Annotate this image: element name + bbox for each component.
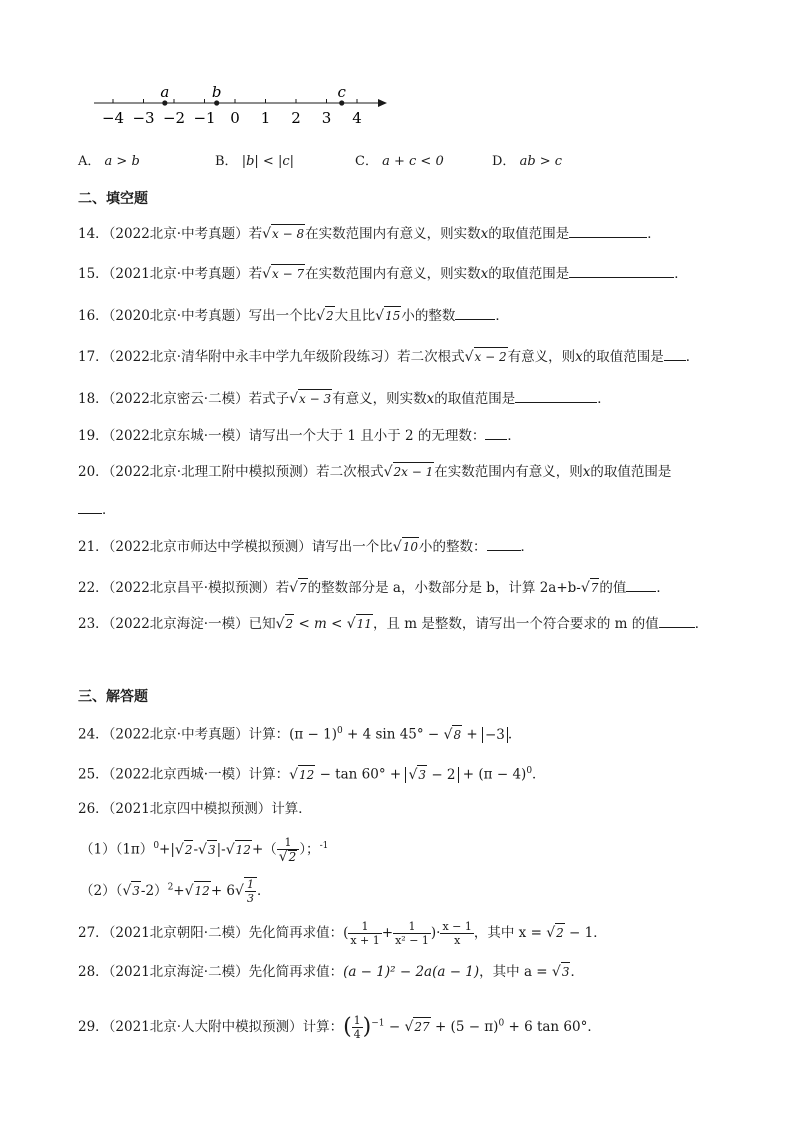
question-27: 27．（2021北京朝阳·二模）先化简再求值：( $\frac{1}{x + 1}$ + $\frac{1}{\text{x² − 1}}$ )· $\frac{x - 1}{x}$ ，其中 x = √2 − 1． [78,920,607,947]
radicand: 12 [298,765,315,784]
expression: − tan 60° + [315,766,406,783]
question-24: 24．（2022北京·中考真题）计算：$(\pi - 1)^0 + 4$ sin 45° − √8 + −3 . [78,726,513,743]
question-26-part-1: $(1)(1\pi)^0+|√2-√3|-√12+$（ $\frac{1}{√2}$ ）；$^{-1}$ [80,836,329,865]
tick-label: −4 [101,109,125,127]
question-text: 17．（2022北京·清华附中永丰中学九年级阶段练习）若二次根式 [78,349,465,365]
point-label: a [160,83,170,101]
option-text: a + c < 0 [382,154,444,169]
question-text: ，其中 x = [473,925,547,941]
question-text: 有意义，则 [507,349,576,365]
radicand: 10 [402,537,419,556]
question-20: 20．（2022北京·北理工附中模拟预测）若二次根式√2x − 1在实数范围内有意义，则x的取值范围是 [78,464,672,480]
section-title-solve: 三、解答题 [78,689,148,705]
question-22: 22．（2022北京昌平·模拟预测）若√7的整数部分是 a，小数部分是 b，计算 2a+b-√7的值 ． [78,580,670,596]
radicand: x − 7 [271,264,305,283]
option-letter: A． [78,154,101,169]
radicand: 8 [452,725,462,744]
variable: x [426,391,435,407]
radicand: 7 [298,578,308,597]
question-text: 14．（2022北京·中考真题）若 [78,226,263,242]
tick-label: −3 [132,109,155,127]
question-text: 的取值范围是 [582,349,664,365]
question-text: 大且比 [334,308,376,324]
answer-blank[interactable] [455,306,495,320]
absolute-value: √3 − 2 [405,767,458,783]
question-text: 24．（2022北京·中考真题）计算： [78,726,290,743]
answer-blank[interactable] [515,389,597,403]
fraction: $\frac{x - 1}{x}$ [442,920,472,947]
inequality: < m < [298,616,343,632]
radicand: x − 8 [271,224,305,243]
answer-blank[interactable] [664,347,686,361]
answer-blank[interactable] [485,426,507,440]
point-label: c [337,83,346,101]
question-21: 21．（2022北京市师达中学模拟预测）请写出一个比√10小的整数： ． [78,539,534,555]
expression: + 6 tan 60° [504,1019,588,1035]
question-text: 22．（2022北京昌平·模拟预测）若 [78,580,290,596]
axis-arrow [378,99,387,107]
radicand: x − 2 [474,347,508,366]
point-b [214,100,219,105]
question-text: 的取值范围是 [434,391,516,407]
question-text: 25．（2022北京西城·一模）计算： [78,766,290,783]
absolute-value: −3 [482,727,508,743]
question-text: ，其中 a = [479,964,552,980]
point-c [339,100,344,105]
radicand: x − 3 [298,389,332,408]
tick-label: 1 [260,109,271,127]
question-text: 19．（2022北京东城·一模）请写出一个大于 1 且小于 2 的无理数： [78,428,486,444]
question-28: 28．（2021北京海淀·二模）先化简再求值：(a − 1)² − 2a(a − 1)，其中 a = √3． [78,964,584,980]
radicand: 2 [325,306,335,325]
expression: + (5 − π) [430,1019,499,1035]
section-title-fill: 二、填空题 [78,191,148,207]
question-text: 16．（2020北京·中考真题）写出一个比 [78,308,317,324]
radicand: 2x − 1 [393,462,435,481]
fraction: $\frac{1}{3}$ [246,878,254,905]
option-text: |b| < |c| [241,154,294,169]
option-b[interactable] [215,150,294,169]
option-text: a > b [104,154,140,169]
question-text: ，且 m 是整数，请写出一个符合要求的 m 的值 [372,616,659,632]
question-17: 17．（2022北京·清华附中永丰中学九年级阶段练习）若二次根式√x − 2有意义，则x的取值范围是 ． [78,349,700,365]
question-text: 15．（2021北京·中考真题）若 [78,266,263,282]
point-label: b [211,83,222,101]
point-a [162,100,167,105]
question-text: 29．（2021北京·人大附中模拟预测）计算： [78,1019,344,1035]
question-text: 的整数部分是 a，小数部分是 b，计算 2a+b- [307,580,581,596]
expression: + 4 sin 45° − [342,726,444,743]
part-label: （1）（1π） [80,841,154,858]
question-text: 20．（2022北京·北理工附中模拟预测）若二次根式 [78,464,384,480]
fraction: $\frac{1}{√2}$ [277,836,300,864]
tick-label: 2 [291,109,301,127]
option-c[interactable] [355,150,444,169]
tick-label: 3 [321,109,332,127]
radicand: 2 [285,614,295,633]
question-text: 18．（2022北京密云·二模）若式子 [78,391,290,407]
question-16: 16．（2020北京·中考真题）写出一个比√2大且比√15小的整数 ． [78,308,509,324]
option-d[interactable] [492,150,562,169]
fraction: $\frac{1}{x + 1}$ [350,920,380,947]
answer-blank[interactable] [569,264,674,278]
question-15: 15．（2021北京·中考真题）若√x − 7在实数范围内有意义，则实数x的取值范围是 ． [78,266,688,282]
variable: x [480,266,489,282]
radicand: 11 [356,614,373,633]
variable: x [582,464,591,480]
answer-blank[interactable] [487,537,521,551]
question-text: 27．（2021北京朝阳·二模）先化简再求值：( [78,925,349,941]
option-text: ab > c [519,154,563,169]
tick-label: 0 [230,109,240,127]
answer-blank[interactable] [659,614,695,628]
question-text: 28．（2021北京海淀·二模）先化简再求值： [78,964,344,980]
question-25: 25．（2022北京西城·一模）计算：$√12 - \tan 60^\circ + √3 - 2 + (\pi - 4)^0$． [78,766,546,783]
question-18: 18．（2022北京密云·二模）若式子√x − 3有意义，则实数x的取值范围是 ． [78,391,611,407]
number-line [88,82,408,132]
variable: x [575,349,583,365]
radicand: 15 [384,306,401,325]
question-text: 小的整数： [419,539,487,555]
question-text: 在实数范围内有意义，则实数 [305,266,481,282]
question-text: 的取值范围是 [590,464,672,480]
tick-label: 4 [352,109,362,127]
question-20-continued: ． [78,500,116,519]
expression: (π − 1) [289,726,337,743]
answer-blank[interactable] [78,500,102,514]
question-text: 在实数范围内有意义，则实数 [305,226,481,242]
question-26-part-2: $(2)(√3-2)^2+√12+ 6√$ $\frac{1}{3}$ ． [80,878,271,905]
exponent: 0 [336,726,343,736]
part-label: （2）（ [80,883,123,899]
variable: x [480,226,489,242]
answer-blank[interactable] [569,224,647,238]
question-text: 21．（2022北京市师达中学模拟预测）请写出一个比 [78,539,393,555]
option-letter: D． [492,154,516,169]
fraction: $\frac{1}{4}$ [353,1014,361,1041]
question-text: 23．（2022北京海淀·一模）已知 [78,616,276,632]
question-text: 的取值范围是 [488,266,570,282]
radicand: 3 [417,765,427,784]
question-text: 小的整数 [401,308,456,324]
option-a[interactable] [78,150,140,169]
question-26 [78,800,312,818]
tick-label: −2 [162,109,186,127]
question-19: 19．（2022北京东城·一模）请写出一个大于 1 且小于 2 的无理数： ． [78,428,521,444]
expression: (a − 1)² − 2a(a − 1) [343,964,480,980]
question-23: 23．（2022北京海淀·一模）已知√2 < m < √11，且 m 是整数，请写出一个符合要求的 m 的值 ． [78,616,709,632]
question-text: 的值 [599,580,627,596]
question-text: 有意义，则实数 [332,391,427,407]
exponent: 0 [526,766,533,776]
answer-blank[interactable] [626,578,656,592]
question-text: 26．（2021北京四中模拟预测）计算． [78,801,312,817]
question-text: 在实数范围内有意义，则 [434,464,583,480]
radicand: 7 [590,578,600,597]
question-29: 29．（2021北京·人大附中模拟预测）计算：( $\frac{1}{4}$ )$^{-1} - √27 + (5 - \pi)^0 + 6$ tan 60°． [78,1014,601,1041]
option-letter: B． [215,154,238,169]
tick-label: −1 [193,109,216,127]
fraction: $\frac{1}{\text{x² − 1}}$ [395,920,429,947]
option-letter: C． [355,154,378,169]
expression: + (π − 4) [458,766,527,783]
question-text: 的取值范围是 [488,226,570,242]
question-14: 14．（2022北京·中考真题）若√x − 8在实数范围内有意义，则实数x的取值范围是 ． [78,226,661,242]
